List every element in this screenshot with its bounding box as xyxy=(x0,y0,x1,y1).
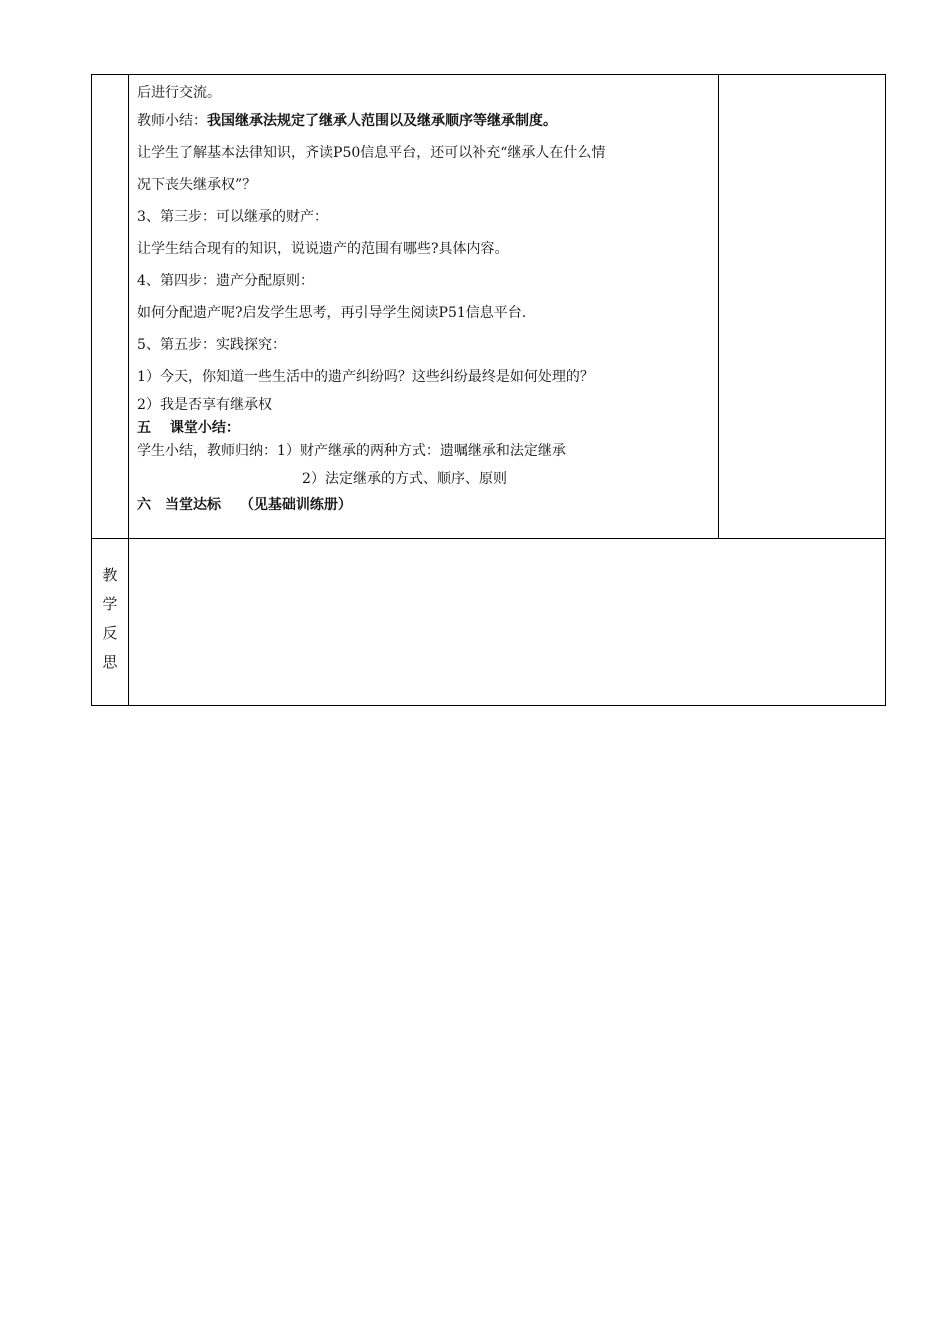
section5-title: 五 课堂小结： xyxy=(137,420,240,436)
teacher-summary-text: 我国继承法规定了继承人范围以及继承顺序等继承制度。 xyxy=(207,113,558,129)
legal-knowledge-line-cont: 况下丧失继承权”？ xyxy=(137,177,257,193)
teacher-summary-prefix: 教师小结： xyxy=(137,113,208,129)
right-notes-cell xyxy=(718,75,885,539)
step3-title: 3、第三步：可以继承的财产： xyxy=(137,209,328,225)
lesson-process-row xyxy=(92,75,886,539)
left-label-cell xyxy=(92,75,129,539)
step3-description: 让学生结合现有的知识，说说遗产的范围有哪些?具体内容。 xyxy=(137,241,509,257)
reflection-content-cell xyxy=(129,539,886,706)
teaching-reflection-row xyxy=(92,539,886,706)
step4-title: 4、第四步：遗产分配原则： xyxy=(137,273,314,289)
practice-question-1: 1）今天，你知道一些生活中的遗产纠纷吗？这些纠纷最终是如何处理的？ xyxy=(137,369,594,385)
section6-title: 六 当堂达标 （见基础训练册） xyxy=(137,497,352,513)
main-content-cell xyxy=(129,75,719,539)
reflection-label-char: 学 xyxy=(102,595,118,613)
legal-knowledge-line: 让学生了解基本法律知识，齐读P50信息平台，还可以补充“继承人在什么情 xyxy=(137,145,606,161)
exchange-line: 后进行交流。 xyxy=(137,85,222,101)
step5-title: 5、第五步：实践探究： xyxy=(137,337,286,353)
lesson-content xyxy=(129,75,718,517)
practice-question-2: 2）我是否享有继承权 xyxy=(137,397,272,413)
reflection-label-cell xyxy=(92,539,129,706)
reflection-label xyxy=(92,539,128,677)
reflection-label-char: 教 xyxy=(102,566,118,584)
reflection-label-char: 思 xyxy=(102,653,118,671)
step4-description: 如何分配遗产呢?启发学生思考，再引导学生阅读P51信息平台. xyxy=(137,305,527,321)
section5-summary-line2: 2）法定继承的方式、顺序、原则 xyxy=(302,471,507,487)
teacher-summary-line xyxy=(137,105,710,137)
section5-summary-line1: 学生小结，教师归纳：1）财产继承的两种方式：遗嘱继承和法定继承 xyxy=(137,443,566,459)
lesson-plan-table xyxy=(91,74,886,706)
reflection-label-char: 反 xyxy=(102,624,118,642)
